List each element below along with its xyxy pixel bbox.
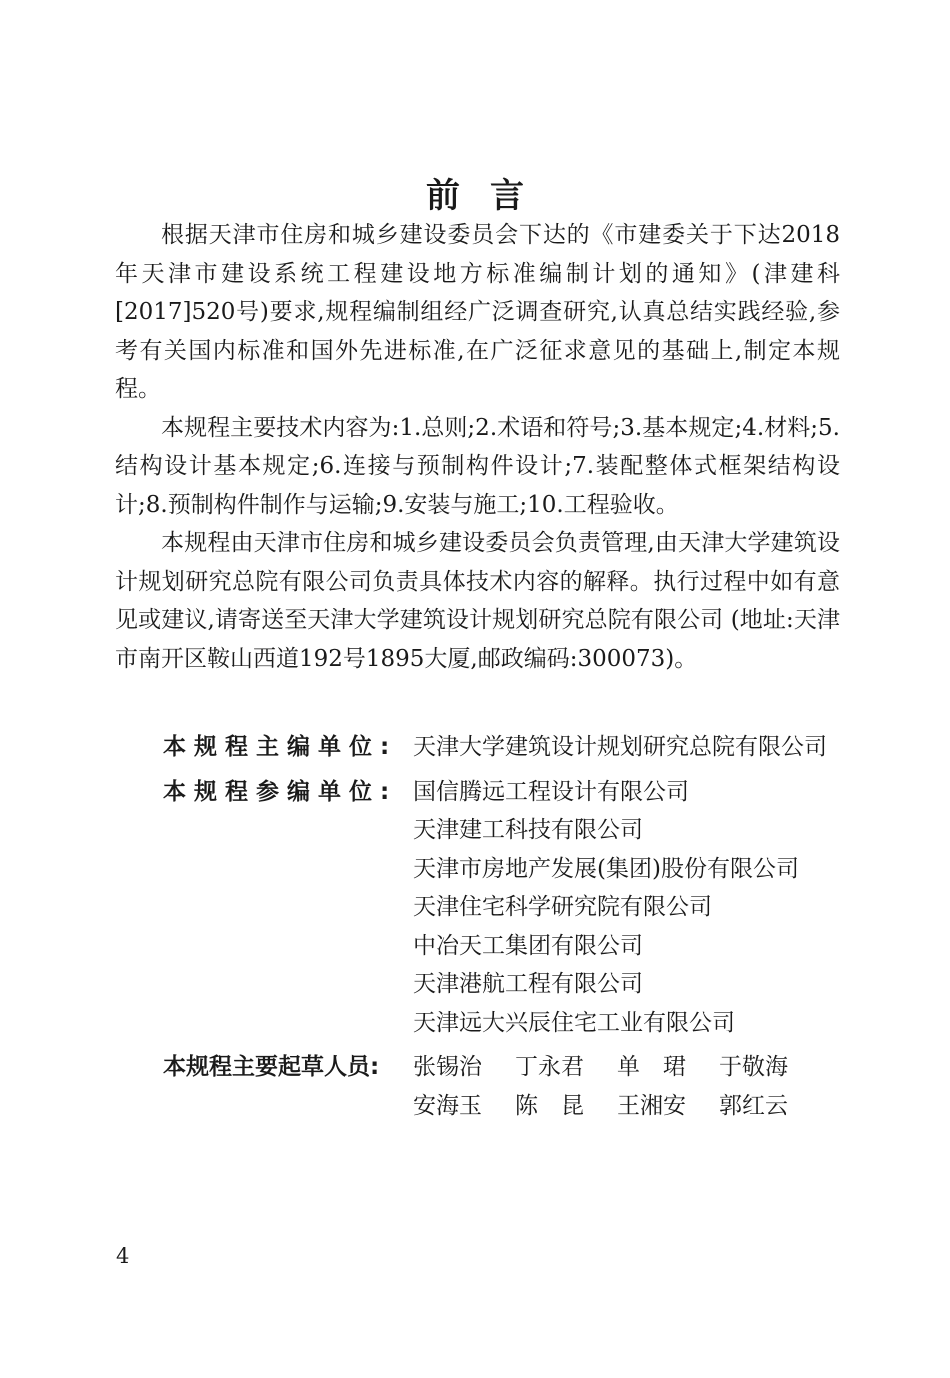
participating-unit: 国信腾远工程设计有限公司 bbox=[413, 778, 689, 805]
participating-units-row bbox=[163, 773, 883, 1043]
drafters-label: 本规程主要起草人员: bbox=[163, 1054, 380, 1080]
participating-unit: 天津建工科技有限公司 bbox=[413, 817, 643, 843]
drafters-names bbox=[413, 1048, 883, 1125]
chief-unit-value: 天津大学建筑设计规划研究总院有限公司 bbox=[413, 734, 827, 760]
participating-unit: 天津市房地产发展(集团)股份有限公司 bbox=[413, 855, 799, 882]
participating-unit: 天津住宅科学研究院有限公司 bbox=[413, 894, 712, 920]
drafter-name: 王湘安 bbox=[617, 1092, 686, 1119]
units-section bbox=[163, 728, 883, 1125]
page-title: 前言 bbox=[426, 176, 554, 216]
paragraph-basis: 根据天津市住房和城乡建设委员会下达的《市建委关于下达2018年天津市建设系统工程建设地方标准编制计划的通知》(津建科[2017]520号)要求,规程编制组经广泛调查研究,认真总结实践经验,参考有关国内标准和国外先进标准,在广泛征求意见的基础上,制定本规程。 bbox=[115, 222, 840, 402]
page-number: 4 bbox=[116, 1244, 130, 1268]
drafter-name: 丁永君 bbox=[515, 1054, 584, 1080]
paragraph-management: 本规程由天津市住房和城乡建设委员会负责管理,由天津大学建筑设计规划研究总院有限公司负责具体技术内容的解释。执行过程中如有意见或建议,请寄送至天津大学建筑设计规划研究总院有限公司 (地址:天津市南开区鞍山西道192号1895大厦,邮政编码:300073)。 bbox=[115, 530, 840, 672]
paragraph-contents: 本规程主要技术内容为:1.总则;2.术语和符号;3.基本规定;4.材料;5.结构设计基本规定;6.连接与预制构件设计;7.装配整体式框架结构设计;8.预制构件制作与运输;9.安装与施工;10.工程验收。 bbox=[115, 414, 840, 518]
chief-unit-label: 本规程主编单位: bbox=[163, 734, 398, 760]
participating-unit: 天津远大兴辰住宅工业有限公司 bbox=[413, 1009, 735, 1036]
preface-body bbox=[115, 216, 840, 678]
drafter-name: 单 珺 bbox=[617, 1054, 686, 1080]
chief-unit-row bbox=[163, 728, 883, 767]
drafter-name: 于敬海 bbox=[719, 1054, 788, 1080]
drafter-name: 郭红云 bbox=[719, 1092, 788, 1119]
participating-units-list bbox=[413, 773, 883, 1043]
participating-unit: 天津港航工程有限公司 bbox=[413, 971, 643, 997]
drafters-row bbox=[163, 1048, 883, 1125]
drafter-name: 安海玉 bbox=[413, 1092, 482, 1119]
participating-unit: 中冶天工集团有限公司 bbox=[413, 932, 643, 959]
drafter-name: 陈 昆 bbox=[515, 1092, 584, 1119]
drafter-name: 张锡治 bbox=[413, 1054, 482, 1080]
participating-units-label: 本规程参编单位: bbox=[163, 778, 398, 805]
